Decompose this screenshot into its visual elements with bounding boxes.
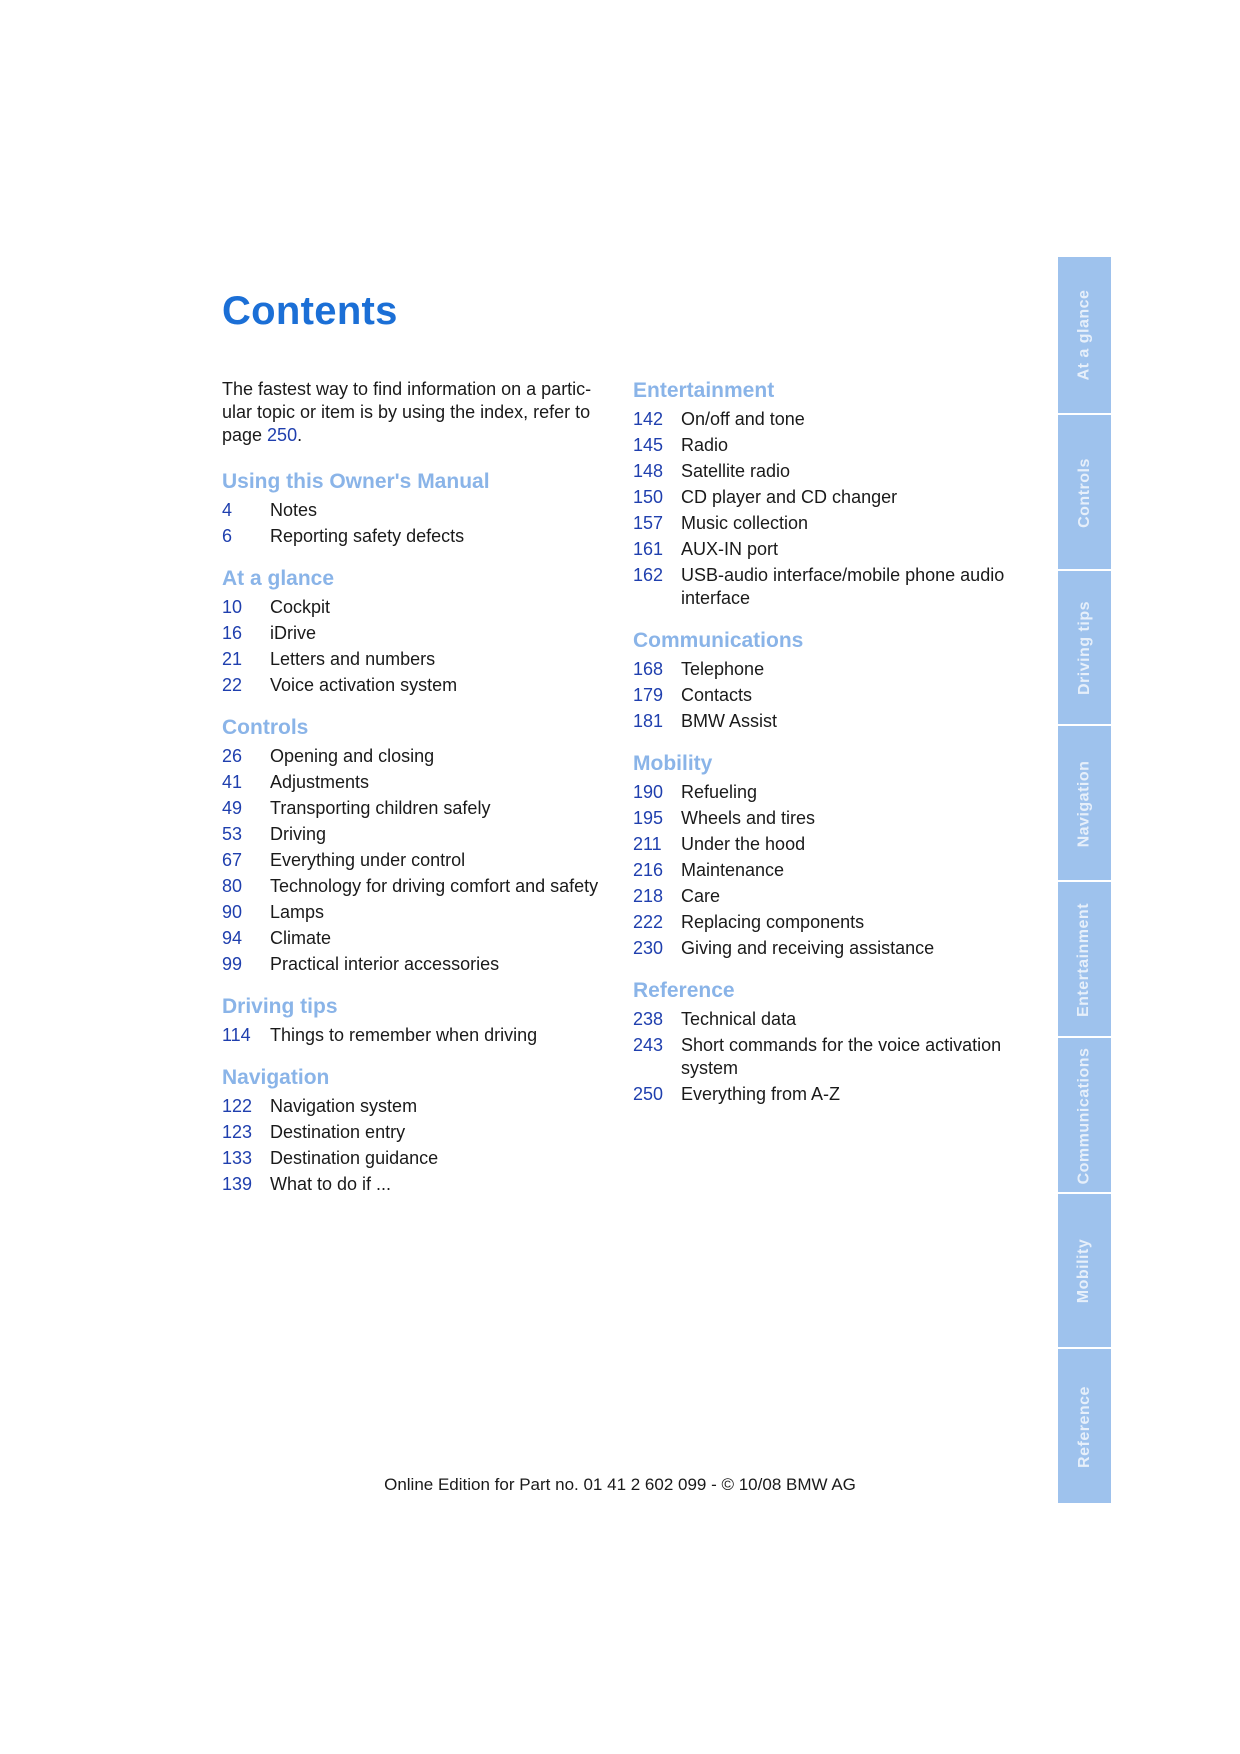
left-sections [222, 469, 622, 1196]
toc-entry[interactable] [633, 658, 1033, 681]
chapter-tab-at-a-glance[interactable] [1058, 257, 1111, 413]
section-title[interactable]: At a glance [222, 567, 335, 590]
toc-entry-label: Care [681, 886, 721, 906]
toc-entry-label: Destination guidance [270, 1148, 439, 1168]
toc-entry[interactable] [633, 1083, 1033, 1106]
toc-entry-page[interactable]: 230 [633, 938, 664, 958]
toc-entry[interactable] [222, 953, 622, 976]
toc-entry[interactable] [222, 771, 622, 794]
toc-entry-label: Practical interior accessories [270, 954, 500, 974]
toc-entry-page[interactable]: 218 [633, 886, 664, 906]
toc-entry-label: Wheels and tires [681, 808, 816, 828]
section-title[interactable]: Entertainment [633, 379, 775, 402]
chapter-tab-entertainment[interactable] [1058, 880, 1111, 1038]
toc-entry-label: Music collection [681, 513, 809, 533]
toc-entry[interactable] [222, 1024, 622, 1047]
chapter-tab-driving-tips[interactable] [1058, 569, 1111, 727]
toc-entry-label: Climate [270, 928, 332, 948]
toc-left-column [222, 378, 622, 1214]
index-page-link[interactable]: 250 [267, 425, 298, 445]
section-title[interactable]: Controls [222, 716, 309, 739]
toc-entry[interactable] [222, 849, 622, 872]
section-title[interactable]: Communications [633, 629, 804, 652]
toc-entry-page[interactable]: 22 [222, 675, 243, 695]
toc-entry-page[interactable]: 168 [633, 659, 664, 679]
toc-entry-label: USB-audio interface/mobile phone audio interface [681, 565, 1005, 608]
toc-entry[interactable] [222, 648, 622, 671]
toc-entry[interactable] [633, 486, 1033, 509]
intro-line-3-suffix: . [297, 425, 303, 445]
toc-entry[interactable] [633, 684, 1033, 707]
toc-entry[interactable] [222, 499, 622, 522]
toc-right-column [633, 378, 1033, 1124]
toc-entry[interactable] [633, 710, 1033, 733]
section-title[interactable]: Driving tips [222, 995, 338, 1018]
toc-entry-label: Reporting safety defects [270, 526, 465, 546]
toc-section-driving-tips [222, 994, 622, 1047]
toc-entry-label: Transporting children safely [270, 798, 491, 818]
toc-entry[interactable] [633, 807, 1033, 830]
toc-entry-page[interactable]: 99 [222, 954, 243, 974]
toc-entry[interactable] [633, 1034, 1033, 1080]
toc-entry-page[interactable]: 161 [633, 539, 664, 559]
intro-line-1: The fastest way to find information on a partic- [222, 379, 592, 399]
toc-entry-label: Notes [270, 500, 318, 520]
toc-entry[interactable] [633, 833, 1033, 856]
toc-entry-page[interactable]: 16 [222, 623, 243, 643]
footer-edition-note: Online Edition for Part no. 01 41 2 602 099 - © 10/08 BMW AG [384, 1475, 856, 1494]
chapter-tab-controls[interactable] [1058, 413, 1111, 571]
toc-entry-page[interactable]: 243 [633, 1035, 664, 1055]
toc-entry-page[interactable]: 211 [633, 834, 662, 854]
toc-entry-label: Everything under control [270, 850, 466, 870]
toc-entry-page[interactable]: 133 [222, 1148, 253, 1168]
toc-entry-page[interactable]: 157 [633, 513, 664, 533]
toc-entry-page[interactable]: 190 [633, 782, 664, 802]
section-title[interactable]: Using this Owner's Manual [222, 470, 490, 493]
right-sections [633, 378, 1033, 1106]
toc-entry-page[interactable]: 67 [222, 850, 243, 870]
toc-entry-page[interactable]: 4 [222, 500, 233, 520]
intro-line-3-prefix: page [222, 425, 268, 445]
chapter-tab-strip [1058, 257, 1111, 1503]
toc-entry-page[interactable]: 122 [222, 1096, 253, 1116]
toc-entry-page[interactable]: 195 [633, 808, 664, 828]
toc-entry[interactable] [633, 937, 1033, 960]
toc-entry-label: Driving [270, 824, 327, 844]
toc-section-at-a-glance [222, 566, 622, 697]
chapter-tab-label: Entertainment [1075, 902, 1093, 1017]
toc-entry-label: Destination entry [270, 1122, 406, 1142]
toc-entry[interactable] [633, 859, 1033, 882]
toc-entry[interactable] [222, 875, 622, 898]
toc-entry-label: Navigation system [270, 1096, 418, 1116]
toc-entry[interactable] [633, 408, 1033, 431]
toc-section-navigation [222, 1065, 622, 1196]
toc-entry-page[interactable]: 222 [633, 912, 664, 932]
toc-entry[interactable] [222, 1121, 622, 1144]
toc-entry-label: Telephone [681, 659, 765, 679]
toc-entry[interactable] [222, 674, 622, 697]
intro-line-2: ular topic or item is by using the index, refer to [222, 402, 591, 422]
toc-entry-label: On/off and tone [681, 409, 805, 429]
chapter-tab-label: Navigation [1075, 760, 1093, 848]
toc-entry[interactable] [222, 1095, 622, 1118]
toc-entry[interactable] [222, 622, 622, 645]
toc-entry-page[interactable]: 41 [222, 772, 243, 792]
chapter-tab-navigation[interactable] [1058, 724, 1111, 882]
toc-entry-label: Cockpit [270, 597, 331, 617]
toc-entry-label: iDrive [270, 623, 317, 643]
toc-entry-label: BMW Assist [681, 711, 778, 731]
chapter-tab-mobility[interactable] [1058, 1192, 1111, 1350]
toc-entry-label: Things to remember when driving [270, 1025, 538, 1045]
toc-entry[interactable] [633, 781, 1033, 804]
toc-entry-page[interactable]: 21 [222, 649, 243, 669]
intro-paragraph [222, 378, 622, 447]
toc-entry-label: Short commands for the voice activation system [681, 1035, 1002, 1078]
toc-entry-label: Technology for driving comfort and safety [270, 876, 599, 896]
toc-entry[interactable] [222, 745, 622, 768]
toc-entry-page[interactable]: 114 [222, 1025, 251, 1045]
toc-entry-label: What to do if ... [270, 1174, 392, 1194]
toc-section-reference [633, 978, 1033, 1106]
toc-entry-page[interactable]: 26 [222, 746, 243, 766]
toc-section-using-this-owner-s-manual [222, 469, 622, 548]
toc-section-mobility [633, 751, 1033, 960]
toc-entry-page[interactable]: 10 [222, 597, 243, 617]
toc-entry[interactable] [222, 797, 622, 820]
toc-entry-label: Contacts [681, 685, 753, 705]
toc-entry-page[interactable]: 142 [633, 409, 664, 429]
toc-entry-label: Letters and numbers [270, 649, 436, 669]
toc-entry-page[interactable]: 6 [222, 526, 233, 546]
toc-entry-label: Giving and receiving assistance [681, 938, 935, 958]
toc-section-communications [633, 628, 1033, 733]
chapter-tab-communications[interactable] [1058, 1036, 1111, 1194]
chapter-tab-label: At a glance [1075, 289, 1093, 381]
toc-entry-page[interactable]: 53 [222, 824, 243, 844]
toc-entry[interactable] [222, 927, 622, 950]
toc-entry[interactable] [633, 1008, 1033, 1031]
toc-section-controls [222, 715, 622, 976]
toc-entry-page[interactable]: 150 [633, 487, 664, 507]
toc-entry-label: Refueling [681, 782, 758, 802]
toc-entry[interactable] [633, 538, 1033, 561]
toc-entry-page[interactable]: 90 [222, 902, 243, 922]
toc-entry-page[interactable]: 162 [633, 565, 664, 585]
toc-entry[interactable] [222, 596, 622, 619]
toc-entry-page[interactable]: 123 [222, 1122, 253, 1142]
toc-entry-page[interactable]: 94 [222, 928, 243, 948]
page-title: Contents [222, 289, 398, 333]
toc-entry-page[interactable]: 49 [222, 798, 243, 818]
toc-entry[interactable] [222, 525, 622, 548]
toc-entry-label: Replacing components [681, 912, 865, 932]
toc-entry-label: Maintenance [681, 860, 785, 880]
section-title[interactable]: Navigation [222, 1066, 330, 1089]
toc-entry-label: Adjustments [270, 772, 370, 792]
toc-entry-page[interactable]: 216 [633, 860, 664, 880]
toc-entry-page[interactable]: 250 [633, 1084, 664, 1104]
section-title[interactable]: Reference [633, 979, 735, 1002]
toc-entry[interactable] [633, 911, 1033, 934]
toc-entry[interactable] [633, 512, 1033, 535]
toc-entry-page[interactable]: 179 [633, 685, 664, 705]
toc-entry-label: Radio [681, 435, 729, 455]
toc-entry-label: CD player and CD changer [681, 487, 898, 507]
toc-entry[interactable] [222, 901, 622, 924]
toc-entry-label: Technical data [681, 1009, 797, 1029]
toc-entry-label: Lamps [270, 902, 325, 922]
toc-entry-label: Everything from A-Z [681, 1084, 841, 1104]
chapter-tab-label: Mobility [1075, 1239, 1093, 1304]
chapter-tab-label: Reference [1075, 1386, 1093, 1469]
toc-entry[interactable] [633, 434, 1033, 457]
toc-entry-page[interactable]: 181 [633, 711, 664, 731]
chapter-tab-label: Driving tips [1075, 601, 1093, 696]
toc-entry[interactable] [633, 564, 1033, 610]
toc-entry-label: Voice activation system [270, 675, 458, 695]
chapter-tab-label: Controls [1075, 457, 1093, 528]
toc-section-entertainment [633, 378, 1033, 610]
toc-entry-label: Under the hood [681, 834, 806, 854]
toc-entry[interactable] [222, 823, 622, 846]
toc-entry-page[interactable]: 148 [633, 461, 664, 481]
toc-entry-page[interactable]: 145 [633, 435, 664, 455]
toc-entry[interactable] [222, 1147, 622, 1170]
toc-entry-label: AUX-IN port [681, 539, 779, 559]
toc-entry[interactable] [222, 1173, 622, 1196]
toc-entry-page[interactable]: 80 [222, 876, 243, 896]
toc-entry[interactable] [633, 460, 1033, 483]
toc-entry[interactable] [633, 885, 1033, 908]
toc-entry-page[interactable]: 139 [222, 1174, 253, 1194]
section-title[interactable]: Mobility [633, 752, 713, 775]
toc-entry-page[interactable]: 238 [633, 1009, 664, 1029]
toc-entry-label: Opening and closing [270, 746, 435, 766]
chapter-tab-label: Communications [1075, 1047, 1093, 1185]
toc-entry-label: Satellite radio [681, 461, 791, 481]
